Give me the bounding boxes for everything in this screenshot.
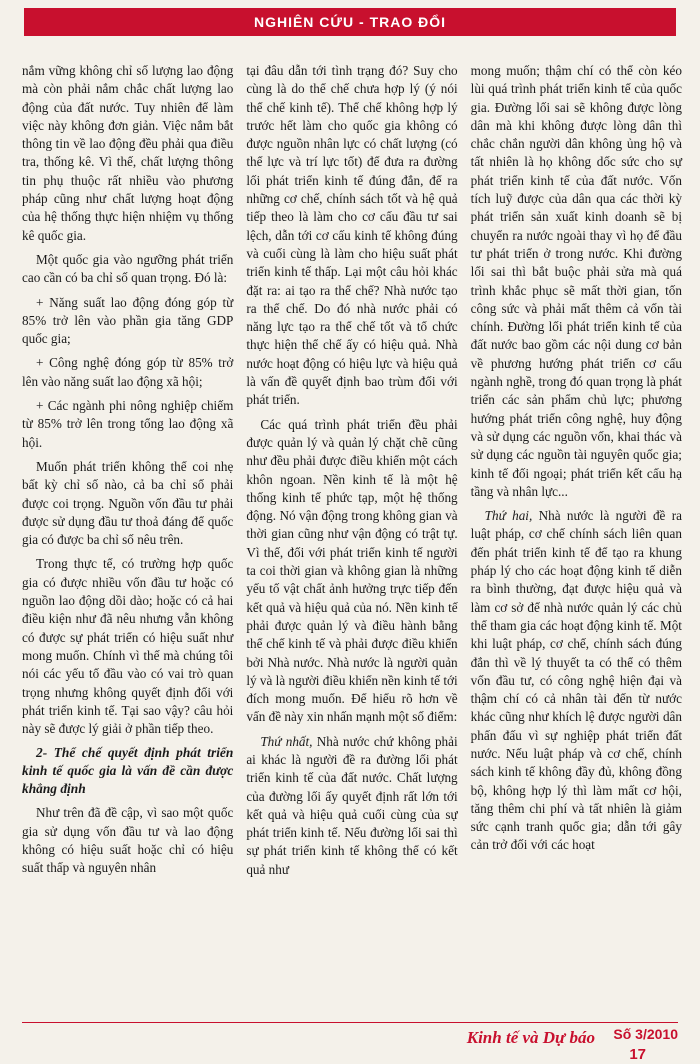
column-1 bbox=[22, 62, 233, 992]
list-item: + Công nghệ đóng góp từ 85% trở lên vào năng suất lao động xã hội; bbox=[22, 355, 234, 389]
page-number: 17 bbox=[629, 1046, 646, 1063]
article-body bbox=[22, 62, 682, 992]
paragraph-text: Nhà nước là người đề ra luật pháp, cơ chế chính sách liên quan đến phát triển kinh tế để tạo ra khung pháp lý cho các hoạt động kinh tế diễn ra bình thường, đạt được hiệu quả và làm cơ sở để nhà nước quản lý các chủ thể tham gia các hoạt động kinh tế. Một khi luật pháp, cơ chế, chính sách đúng đắn thì về lý thuyết ta có thể có thêm vốn đầu tư, có công nghệ hiện đại và thậm chí có cả nhân tài đến từ nước khác cũng như khích lệ được người dân phấn đấu vì sự nghiệp phát triển đất nước. Nếu luật pháp và cơ chế, chính sách kinh tế không đầy đủ, không đồng bộ, không hợp lý thì làm mất cơ hội, tăng thêm chi phí và tất nhiên là giảm sức cạnh tranh quốc gia; dẫn tới gây cản trở đối với các hoạt bbox=[470, 508, 682, 853]
paragraph-text: Nhà nước chứ không phải ai khác là người đề ra đường lối phát triển kinh tế của đất nước. Chất lượng của đường lối ấy quyết định rất lớn tới kết quả và hiệu quả cuối cùng của sự phát triển kinh tế. Nếu đường lối sai thì sự phát triển kinh tế không thể có kết quả như bbox=[246, 733, 458, 877]
magazine-name: Kinh tế và Dự báo bbox=[466, 1028, 595, 1047]
paragraph: Trong thực tế, có trường hợp quốc gia có được nhiều vốn đầu tư hoặc có nguồn lao động dồi dào; hoặc có cả hai điều kiện như đã nêu nhưng vẫn không có được sự phát triển có hiệu suất như mong muốn. Chính vì thế mà chúng tôi nói các yếu tố đầu vào có vai trò quan trọng nhưng không quyết định đối với phát triển kinh tế. Tại sao vậy? câu hỏi này sẽ được lý giải ở phần tiếp theo. bbox=[22, 556, 234, 737]
paragraph: Các quá trình phát triển đều phải được quản lý và quản lý chặt chẽ cũng như đều phải được điều khiển một cách khôn ngoan. Nền kinh tế là một hệ thống kinh tế phức tạp, một hệ thống động. Nó vận động trong không gian và thời gian cũng như vận động có trật tự. Vì thế, đối với phát triển kinh tế người ta coi thời gian và không gian là những yếu tố vật chất ảnh hưởng trực tiếp đến kết quả và hiệu quả của nó. Nền kinh tế phải được quản lý và điều hành bằng thể chế kinh tế và phải được điều khiển bởi Nhà nước. Nhà nước là người quản lý và là người điều khiển nền kinh tế tới đích mong muốn. Để hiểu rõ hơn về vấn đề này xin nhấn mạnh một số điểm: bbox=[246, 416, 458, 725]
paragraph: Như trên đã đề cập, vì sao một quốc gia sử dụng vốn đầu tư và lao động không có hiệu suất hoặc chỉ có hiệu suất thấp và nguyên nhân bbox=[22, 805, 234, 876]
list-item: + Các ngành phi nông nghiệp chiếm từ 85% trở lên trong tổng lao động xã hội. bbox=[22, 398, 234, 450]
section-heading: 2- Thể chế quyết định phát triển kinh tế quốc gia là vấn đề cần được khẳng định bbox=[22, 745, 234, 797]
column-2 bbox=[246, 62, 457, 992]
paragraph: tại đâu dẫn tới tình trạng đó? Suy cho cùng là do thể chế chưa hợp lý (ý nói thể chế kinh tế). Thể chế không hợp lý trước hết làm cho quốc gia không có được nguồn nhân lực có chất lượng (có thể lực và trí lực tốt) để đưa ra đường lối phát triển kinh tế đúng đắn, để ra những cơ chế, chính sách tốt và hệ quả tiếp theo là làm cho cơ cấu đầu tư sai lệch, dẫn tới cơ cấu kinh tế không đúng và cuối cùng là làm cho hiệu suất phát triển kinh tế thấp. Lại một câu hỏi khác đặt ra: ai tạo ra thể chế? Nhà nước tạo ra thể chế. Do đó nhà nước phải có năng lực tạo ra thể chế tốt và tổ chức thực hiện thể chế ấy có hiệu quả. Nhà nước hoạt động có hiệu lực và hiệu quả là vấn đề quyết định bao trùm đối với phát triển. bbox=[246, 63, 458, 408]
paragraph-lead: Thứ nhất, bbox=[260, 733, 313, 749]
page-footer bbox=[0, 1000, 700, 1064]
paragraph-lead: Thứ hai, bbox=[484, 508, 533, 524]
footer-rule bbox=[22, 1022, 678, 1023]
paragraph bbox=[246, 733, 457, 879]
column-3 bbox=[471, 62, 682, 992]
section-title: NGHIÊN CỨU - TRAO ĐỔI bbox=[253, 14, 447, 30]
issue-number: Số 3/2010 bbox=[613, 1026, 678, 1042]
paragraph: Một quốc gia vào ngưỡng phát triển cao cần có ba chỉ số quan trọng. Đó là: bbox=[22, 251, 234, 286]
list-item: + Năng suất lao động đóng góp từ 85% trở lên vào phần gia tăng GDP quốc gia; bbox=[22, 294, 234, 347]
paragraph: nắm vững không chỉ số lượng lao động mà còn phải nắm chắc chất lượng lao động của đất nước. Tuy nhiên để làm việc này không đơn giản. Việc nắm bắt thông tin về lao động đều phải qua điều tra, thống kê. Vì thế, chất lượng thông tin phụ thuộc rất nhiều vào phương pháp cũng như chất lượng hoạt động của hệ thống thực hiện nhiệm vụ thống kê quốc gia. bbox=[22, 63, 234, 243]
paragraph: Muốn phát triển không thể coi nhẹ bất kỳ chỉ số nào, cả ba chỉ số phải được coi trọng. Nguồn vốn đầu tư phải được sử dụng đầu tư thoả đáng để quốc gia có được ba chỉ số nêu trên. bbox=[22, 458, 234, 548]
paragraph: mong muốn; thậm chí có thể còn kéo lùi quá trình phát triển kinh tế của quốc gia. Đường lối sai sẽ không được lòng dân mà khi không được lòng dân thì chắc chắn người dân không ủng hộ và tất nhiên là họ không dốc sức cho sự phát triển kinh tế của đất nước. Vốn tích luỹ được của dân qua các thời kỳ phát triển sản xuất kinh doanh sẽ bị chuyển ra nước ngoài thay vì họ để đầu tư phát triển ở trong nước. Khi đường lối sai thì bắt buộc phải sửa mà quá trình khắc phục sẽ mất thời gian, tốn công sức và phải mất thêm cả vốn tài chính. Đường lối phát triển kinh tế của đất nước bao gồm các nội dung cơ bản về phương hướng phát triển cơ cấu ngành nghề, trong đó quan trọng là phát triển các sản phẩm chủ lực; phương hướng phát triển công nghệ, huy động và sử dụng các nguồn vốn, khai thác và sử dụng các nguồn tài nguyên quốc gia; kinh tế đối ngoại; phát triển kết cấu hạ tầng và nhân lực... bbox=[470, 63, 682, 499]
section-header-band bbox=[0, 8, 700, 36]
paragraph bbox=[471, 507, 682, 855]
